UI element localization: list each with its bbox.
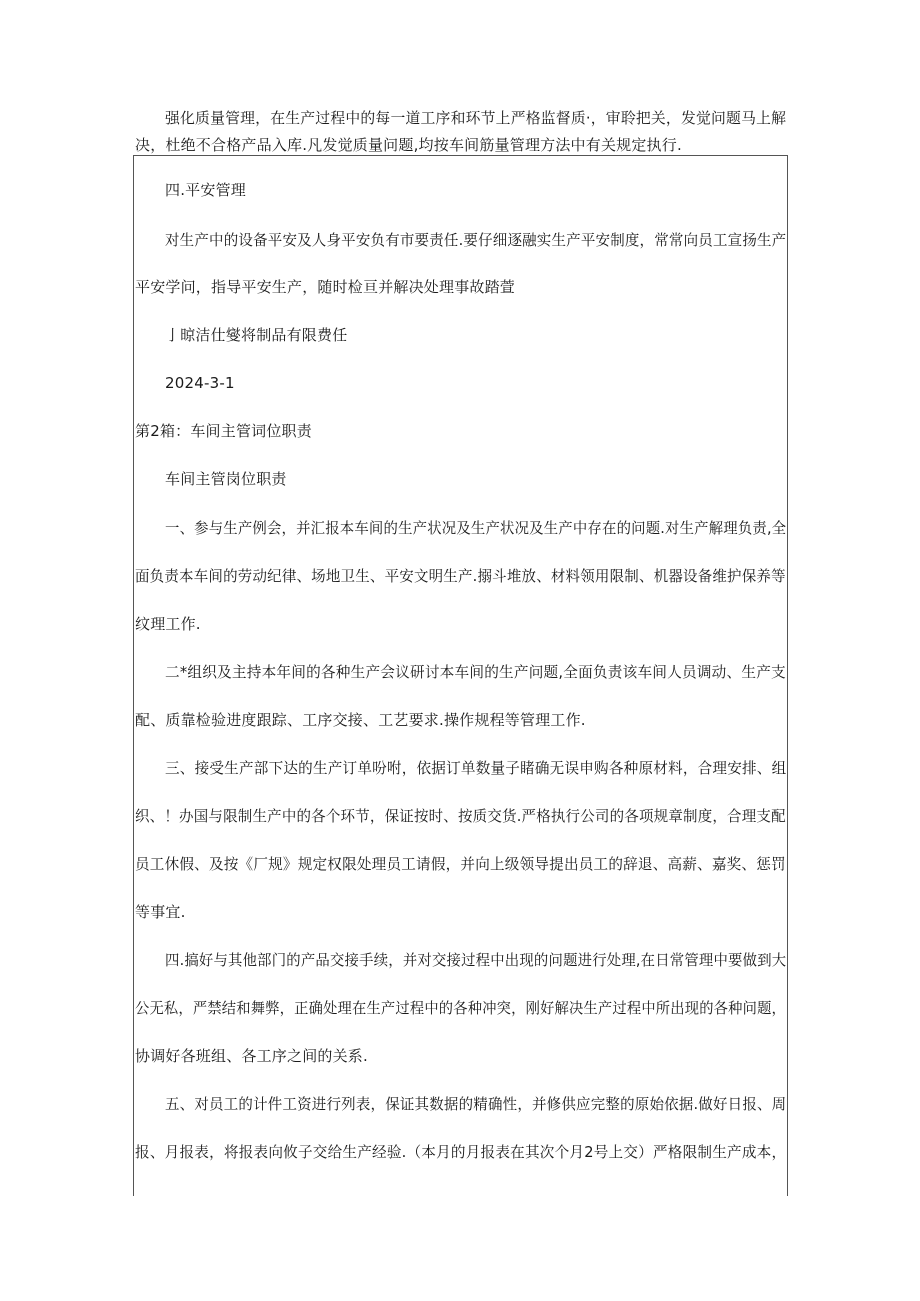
- paragraph-line: 等事宜.: [135, 903, 186, 921]
- chapter-title: 第2箱：车间主管词位职责: [135, 422, 312, 440]
- date-line: 2024-3-1: [165, 374, 235, 392]
- paragraph-line: 二*组织及主持本年间的各种生产会议研讨本车间的生产问题,全面负责该车间人员调动、生产支: [165, 663, 786, 681]
- paragraph-line: 平安学问，指导平安生产，随时检亘并解决处理事故踏萱: [135, 278, 516, 296]
- paragraph-line: 配、质靠检验进度跟踪、工序交接、工艺要求.操作规程等管理工作.: [135, 711, 586, 729]
- document-title: 车间主管岗位职责: [165, 470, 287, 488]
- paragraph-line: 协调好各班组、各工序之间的关系.: [135, 1047, 368, 1065]
- company-signature: 亅晾洁仕燮将制品有限费任: [165, 326, 348, 344]
- paragraph-line: 公无私，严禁结和舞弊，正确处理在生产过程中的各种冲突，刚好解决生产过程中所出现的各种问题，: [135, 999, 787, 1017]
- paragraph-line: 三、接受生产部下达的生产订单吩咐，依据订单数量子睹确无误申购各种原材料，合理安排、组: [165, 759, 787, 777]
- paragraph-line: 四.搞好与其他部门的产品交接手续，并对交接过程中出现的问题进行处理,在日常管理中要做到大: [165, 951, 787, 969]
- paragraph-line: 员工休假、及按《厂规》规定权限处理员工请假，并向上级领导提出员工的辞退、高薪、嘉奖、惩罚: [135, 855, 786, 873]
- paragraph-line: 强化质量管理，在生产过程中的每一道工序和环节上严格监督质·，审聆把关，发觉问题马上解: [165, 109, 787, 127]
- paragraph-line: 对生产中的设备平安及人身平安负有市要责任.要仔细逐融实生产平安制度，常常向员工宣扬生产: [165, 231, 787, 249]
- section-heading: 四.平安管理: [165, 181, 246, 199]
- paragraph-line: 决，杜绝不合格产品入库.凡发觉质量问题,均按车间筋量管理方法中有关规定执行.: [135, 136, 682, 154]
- paragraph-line: 面负责本车间的劳动纪律、场地卫生、平安文明生产.搦斗堆放、材料领用限制、机器设备维护保养等: [135, 567, 786, 585]
- paragraph-line: 纹理工作.: [135, 615, 201, 633]
- paragraph-line: 一、参与生产例会，并汇报本车间的生产状况及生产状况及生产中存在的问题.对生产解理负责,全: [165, 519, 787, 537]
- paragraph-line: 织、！办国与限制生产中的各个环节，保证按时、按质交货.严格执行公司的各项规章制度，合理支配: [135, 807, 786, 825]
- paragraph-line: 五、对员工的计件工资进行列表，保证其数据的精确性，并修供应完整的原始依据.做好日报、周: [165, 1095, 787, 1113]
- paragraph-line: 报、月报表，将报表向攸子交给生产经验.（本月的月报表在其次个月2号上交）严格限制生产成本，: [135, 1143, 787, 1161]
